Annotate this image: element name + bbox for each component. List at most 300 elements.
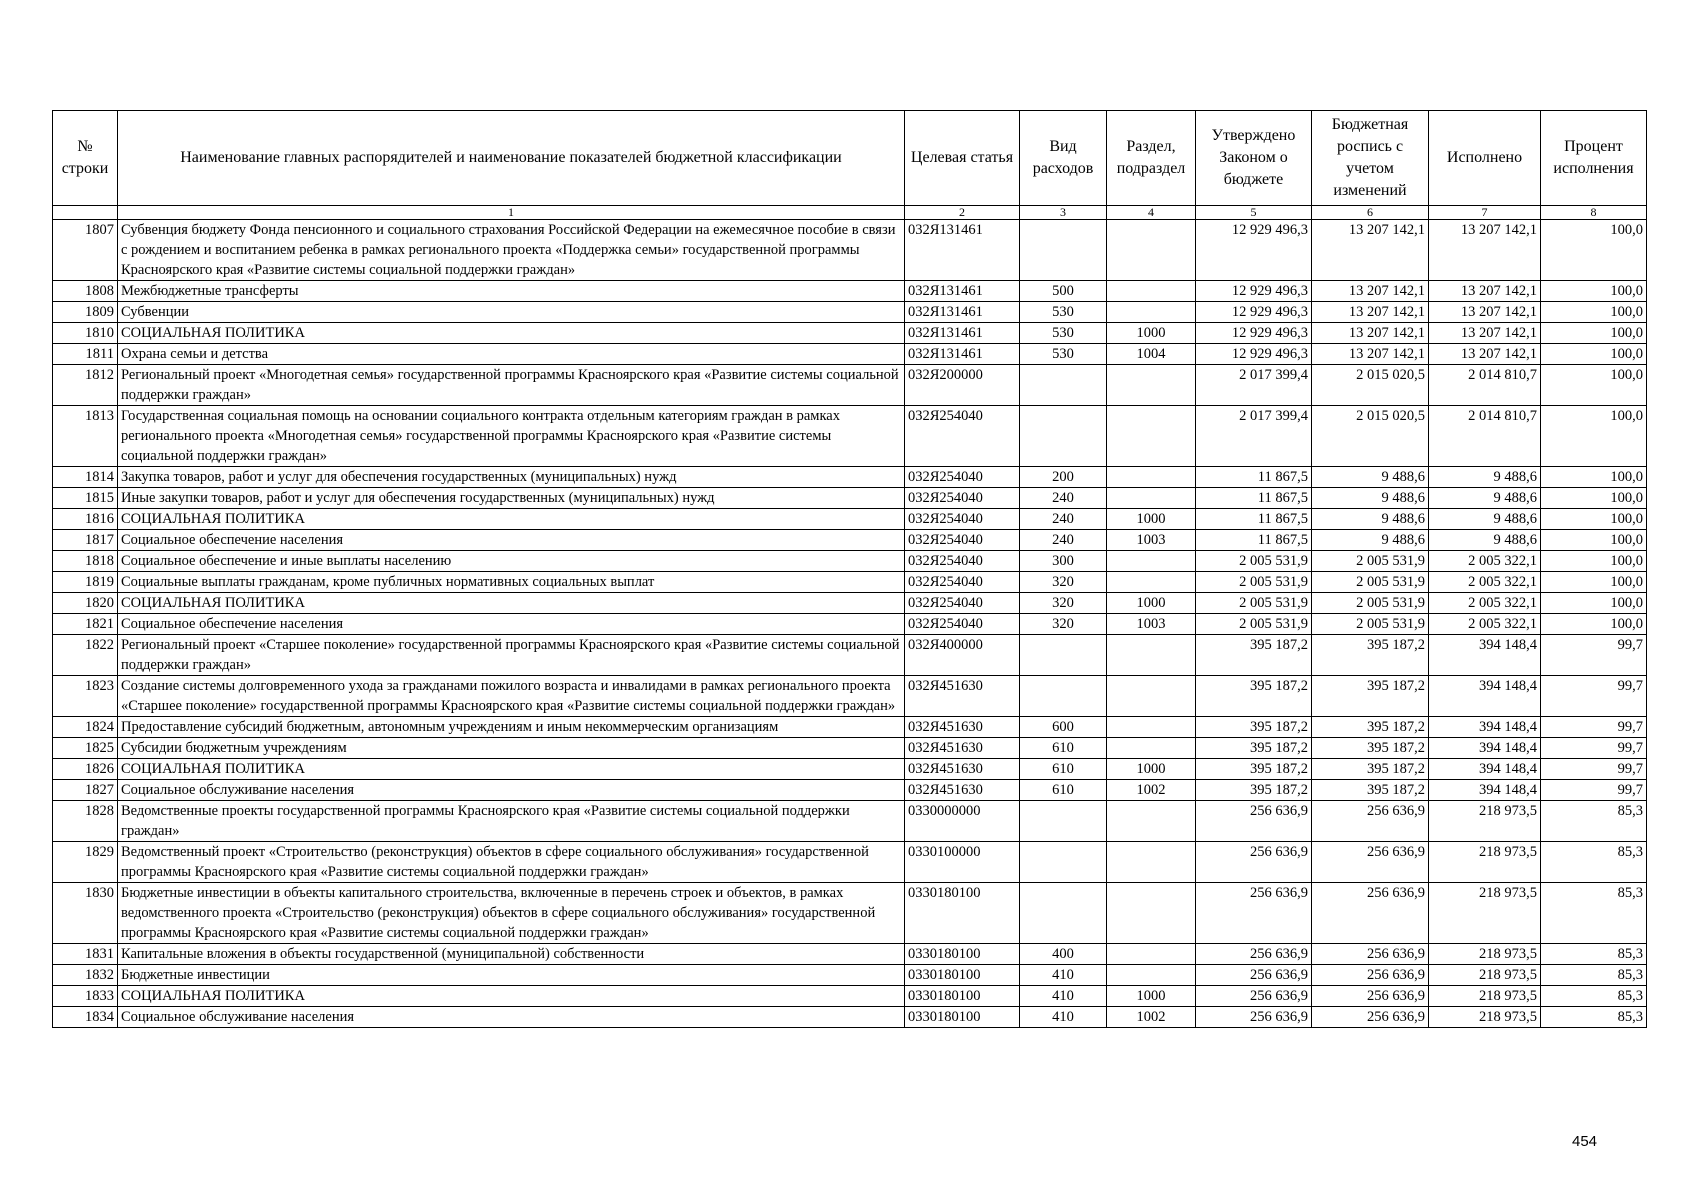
row-expense-type-cell: 530: [1020, 302, 1107, 323]
row-target-article-cell: 032Я451630: [905, 676, 1020, 717]
row-name-cell: СОЦИАЛЬНАЯ ПОЛИТИКА: [118, 759, 905, 780]
row-percent-cell: 100,0: [1541, 344, 1647, 365]
row-section-cell: [1107, 801, 1196, 842]
row-budget-list-cell: 395 187,2: [1312, 759, 1429, 780]
table-row: [53, 406, 1647, 467]
column-number: 2: [905, 206, 1020, 220]
row-budget-list-cell: 13 207 142,1: [1312, 344, 1429, 365]
row-expense-type-cell: 610: [1020, 759, 1107, 780]
row-percent-cell: 100,0: [1541, 302, 1647, 323]
row-target-article-cell: 0330000000: [905, 801, 1020, 842]
table-row: [53, 467, 1647, 488]
row-target-article-cell: 032Я254040: [905, 467, 1020, 488]
row-percent-cell: 100,0: [1541, 323, 1647, 344]
row-section-cell: [1107, 467, 1196, 488]
row-name-cell: Создание системы долговременного ухода за гражданами пожилого возраста и инвалидами в рамках регионального проекта «Старшее поколение» государственной программы Красноярского края «Развитие системы социальной поддержки граждан»: [118, 676, 905, 717]
row-number-cell: 1831: [53, 944, 118, 965]
column-number: 6: [1312, 206, 1429, 220]
row-number-cell: 1830: [53, 883, 118, 944]
row-expense-type-cell: 300: [1020, 551, 1107, 572]
column-number: 5: [1196, 206, 1312, 220]
row-approved-cell: 2 017 399,4: [1196, 406, 1312, 467]
table-row: [53, 593, 1647, 614]
header-expense-type: Вид расходов: [1020, 111, 1107, 206]
row-section-cell: 1003: [1107, 614, 1196, 635]
row-target-article-cell: 032Я451630: [905, 780, 1020, 801]
header-row: [53, 111, 1647, 206]
row-name-cell: Государственная социальная помощь на основании социального контракта отдельным категориям граждан в рамках регионального проекта «Многодетная семья» государственной программы Красноярского края «Развитие системы социальной поддержки граждан»: [118, 406, 905, 467]
row-target-article-cell: 032Я254040: [905, 406, 1020, 467]
row-approved-cell: 2 005 531,9: [1196, 593, 1312, 614]
row-percent-cell: 100,0: [1541, 220, 1647, 281]
table-row: [53, 965, 1647, 986]
row-executed-cell: 394 148,4: [1429, 676, 1541, 717]
table-row: [53, 323, 1647, 344]
row-target-article-cell: 0330180100: [905, 883, 1020, 944]
row-approved-cell: 395 187,2: [1196, 717, 1312, 738]
row-executed-cell: 2 005 322,1: [1429, 593, 1541, 614]
row-name-cell: Ведомственные проекты государственной программы Красноярского края «Развитие системы социальной поддержки граждан»: [118, 801, 905, 842]
row-budget-list-cell: 395 187,2: [1312, 780, 1429, 801]
row-section-cell: [1107, 572, 1196, 593]
row-executed-cell: 218 973,5: [1429, 1007, 1541, 1028]
row-target-article-cell: 032Я254040: [905, 488, 1020, 509]
row-number-cell: 1828: [53, 801, 118, 842]
row-percent-cell: 85,3: [1541, 944, 1647, 965]
row-target-article-cell: 0330180100: [905, 986, 1020, 1007]
row-name-cell: Региональный проект «Многодетная семья» государственной программы Красноярского края «Развитие системы социальной поддержки граждан»: [118, 365, 905, 406]
table-row: [53, 780, 1647, 801]
row-expense-type-cell: [1020, 883, 1107, 944]
row-approved-cell: 2 005 531,9: [1196, 614, 1312, 635]
row-target-article-cell: 032Я131461: [905, 220, 1020, 281]
row-approved-cell: 12 929 496,3: [1196, 220, 1312, 281]
table-row: [53, 801, 1647, 842]
row-executed-cell: 2 014 810,7: [1429, 406, 1541, 467]
header-percent: Процент исполнения: [1541, 111, 1647, 206]
row-number-cell: 1819: [53, 572, 118, 593]
row-approved-cell: 256 636,9: [1196, 1007, 1312, 1028]
row-target-article-cell: 032Я254040: [905, 572, 1020, 593]
row-executed-cell: 218 973,5: [1429, 883, 1541, 944]
row-section-cell: 1003: [1107, 530, 1196, 551]
row-budget-list-cell: 395 187,2: [1312, 738, 1429, 759]
row-section-cell: 1000: [1107, 986, 1196, 1007]
row-approved-cell: 395 187,2: [1196, 635, 1312, 676]
row-name-cell: Охрана семьи и детства: [118, 344, 905, 365]
row-expense-type-cell: 320: [1020, 572, 1107, 593]
row-number-cell: 1809: [53, 302, 118, 323]
row-number-cell: 1824: [53, 717, 118, 738]
row-target-article-cell: 032Я400000: [905, 635, 1020, 676]
row-percent-cell: 85,3: [1541, 986, 1647, 1007]
row-executed-cell: 394 148,4: [1429, 780, 1541, 801]
row-executed-cell: 2 005 322,1: [1429, 572, 1541, 593]
row-number-cell: 1822: [53, 635, 118, 676]
row-number-cell: 1811: [53, 344, 118, 365]
row-budget-list-cell: 2 005 531,9: [1312, 551, 1429, 572]
row-section-cell: [1107, 738, 1196, 759]
row-budget-list-cell: 256 636,9: [1312, 883, 1429, 944]
row-approved-cell: 11 867,5: [1196, 467, 1312, 488]
row-number-cell: 1814: [53, 467, 118, 488]
row-expense-type-cell: 600: [1020, 717, 1107, 738]
column-number: 8: [1541, 206, 1647, 220]
column-number: 7: [1429, 206, 1541, 220]
row-approved-cell: 11 867,5: [1196, 509, 1312, 530]
row-budget-list-cell: 256 636,9: [1312, 986, 1429, 1007]
row-name-cell: Предоставление субсидий бюджетным, автономным учреждениям и иным некоммерческим организациям: [118, 717, 905, 738]
row-percent-cell: 100,0: [1541, 406, 1647, 467]
row-section-cell: [1107, 717, 1196, 738]
row-percent-cell: 99,7: [1541, 780, 1647, 801]
row-section-cell: [1107, 635, 1196, 676]
row-executed-cell: 218 973,5: [1429, 986, 1541, 1007]
row-number-cell: 1817: [53, 530, 118, 551]
row-executed-cell: 394 148,4: [1429, 635, 1541, 676]
row-percent-cell: 100,0: [1541, 572, 1647, 593]
row-section-cell: 1002: [1107, 1007, 1196, 1028]
row-target-article-cell: 032Я254040: [905, 551, 1020, 572]
row-budget-list-cell: 9 488,6: [1312, 530, 1429, 551]
row-number-cell: 1823: [53, 676, 118, 717]
row-name-cell: Социальные выплаты гражданам, кроме публичных нормативных социальных выплат: [118, 572, 905, 593]
row-approved-cell: 12 929 496,3: [1196, 323, 1312, 344]
row-expense-type-cell: 410: [1020, 965, 1107, 986]
row-expense-type-cell: 410: [1020, 986, 1107, 1007]
row-name-cell: Региональный проект «Старшее поколение» государственной программы Красноярского края «Развитие системы социальной поддержки граждан»: [118, 635, 905, 676]
row-approved-cell: 2 005 531,9: [1196, 572, 1312, 593]
table-row: [53, 509, 1647, 530]
row-name-cell: Бюджетные инвестиции: [118, 965, 905, 986]
row-expense-type-cell: 610: [1020, 738, 1107, 759]
row-percent-cell: 100,0: [1541, 593, 1647, 614]
row-percent-cell: 100,0: [1541, 551, 1647, 572]
row-percent-cell: 100,0: [1541, 488, 1647, 509]
row-target-article-cell: 032Я254040: [905, 509, 1020, 530]
row-approved-cell: 12 929 496,3: [1196, 302, 1312, 323]
row-executed-cell: 9 488,6: [1429, 467, 1541, 488]
row-name-cell: Социальное обслуживание населения: [118, 780, 905, 801]
row-name-cell: Бюджетные инвестиции в объекты капитального строительства, включенные в перечень строек и объектов, в рамках ведомственного проекта «Строительство (реконструкция) объектов в сфере социального обслуживания» государственной программы Красноярского края «Развитие системы социальной поддержки граждан»: [118, 883, 905, 944]
table-row: [53, 883, 1647, 944]
row-number-cell: 1832: [53, 965, 118, 986]
row-name-cell: Субсидии бюджетным учреждениям: [118, 738, 905, 759]
row-budget-list-cell: 13 207 142,1: [1312, 220, 1429, 281]
row-number-cell: 1827: [53, 780, 118, 801]
row-percent-cell: 85,3: [1541, 1007, 1647, 1028]
table-row: [53, 365, 1647, 406]
row-executed-cell: 218 973,5: [1429, 944, 1541, 965]
row-expense-type-cell: [1020, 406, 1107, 467]
row-name-cell: Закупка товаров, работ и услуг для обеспечения государственных (муниципальных) нужд: [118, 467, 905, 488]
row-budget-list-cell: 9 488,6: [1312, 509, 1429, 530]
row-executed-cell: 13 207 142,1: [1429, 220, 1541, 281]
row-number-cell: 1826: [53, 759, 118, 780]
row-approved-cell: 11 867,5: [1196, 530, 1312, 551]
row-executed-cell: 218 973,5: [1429, 965, 1541, 986]
table-row: [53, 759, 1647, 780]
row-number-cell: 1820: [53, 593, 118, 614]
table-row: [53, 738, 1647, 759]
row-executed-cell: 13 207 142,1: [1429, 323, 1541, 344]
row-number-cell: 1810: [53, 323, 118, 344]
row-target-article-cell: 0330180100: [905, 965, 1020, 986]
header-name: Наименование главных распорядителей и наименование показателей бюджетной классификации: [118, 111, 905, 206]
table-row: [53, 635, 1647, 676]
row-section-cell: [1107, 965, 1196, 986]
table-row: [53, 572, 1647, 593]
row-expense-type-cell: 240: [1020, 488, 1107, 509]
table-row: [53, 220, 1647, 281]
header-section: Раздел, подраздел: [1107, 111, 1196, 206]
row-percent-cell: 99,7: [1541, 635, 1647, 676]
row-approved-cell: 2 005 531,9: [1196, 551, 1312, 572]
row-percent-cell: 100,0: [1541, 365, 1647, 406]
table-row: [53, 530, 1647, 551]
row-section-cell: 1000: [1107, 759, 1196, 780]
row-section-cell: 1000: [1107, 323, 1196, 344]
row-section-cell: [1107, 406, 1196, 467]
row-section-cell: [1107, 220, 1196, 281]
row-budget-list-cell: 256 636,9: [1312, 842, 1429, 883]
row-name-cell: СОЦИАЛЬНАЯ ПОЛИТИКА: [118, 323, 905, 344]
row-target-article-cell: 032Я254040: [905, 614, 1020, 635]
table-row: [53, 302, 1647, 323]
row-budget-list-cell: 9 488,6: [1312, 467, 1429, 488]
table-body: [53, 220, 1647, 1028]
row-approved-cell: 395 187,2: [1196, 780, 1312, 801]
row-budget-list-cell: 395 187,2: [1312, 635, 1429, 676]
row-approved-cell: 256 636,9: [1196, 944, 1312, 965]
column-number-blank: [53, 206, 118, 220]
row-executed-cell: 13 207 142,1: [1429, 344, 1541, 365]
row-percent-cell: 99,7: [1541, 676, 1647, 717]
row-target-article-cell: 032Я200000: [905, 365, 1020, 406]
row-number-cell: 1808: [53, 281, 118, 302]
row-percent-cell: 85,3: [1541, 842, 1647, 883]
row-budget-list-cell: 9 488,6: [1312, 488, 1429, 509]
header-budget-list: Бюджетная роспись с учетом изменений: [1312, 111, 1429, 206]
row-executed-cell: 394 148,4: [1429, 738, 1541, 759]
row-target-article-cell: 0330180100: [905, 944, 1020, 965]
row-target-article-cell: 032Я254040: [905, 530, 1020, 551]
row-expense-type-cell: 400: [1020, 944, 1107, 965]
row-expense-type-cell: 240: [1020, 530, 1107, 551]
table-row: [53, 344, 1647, 365]
row-expense-type-cell: 240: [1020, 509, 1107, 530]
table-row: [53, 986, 1647, 1007]
table-row: [53, 842, 1647, 883]
row-executed-cell: 2 005 322,1: [1429, 614, 1541, 635]
table-row: [53, 676, 1647, 717]
row-number-cell: 1818: [53, 551, 118, 572]
row-budget-list-cell: 13 207 142,1: [1312, 302, 1429, 323]
table-row: [53, 614, 1647, 635]
column-number: 1: [118, 206, 905, 220]
table-row: [53, 551, 1647, 572]
row-number-cell: 1821: [53, 614, 118, 635]
row-target-article-cell: 032Я131461: [905, 344, 1020, 365]
row-budget-list-cell: 256 636,9: [1312, 1007, 1429, 1028]
row-expense-type-cell: 530: [1020, 323, 1107, 344]
row-percent-cell: 100,0: [1541, 614, 1647, 635]
row-approved-cell: 395 187,2: [1196, 676, 1312, 717]
row-number-cell: 1815: [53, 488, 118, 509]
row-name-cell: Социальное обслуживание населения: [118, 1007, 905, 1028]
row-number-cell: 1829: [53, 842, 118, 883]
table-row: [53, 717, 1647, 738]
row-expense-type-cell: [1020, 801, 1107, 842]
row-section-cell: [1107, 944, 1196, 965]
row-budget-list-cell: 2 005 531,9: [1312, 593, 1429, 614]
row-budget-list-cell: 395 187,2: [1312, 676, 1429, 717]
header-target-article: Целевая статья: [905, 111, 1020, 206]
row-section-cell: 1002: [1107, 780, 1196, 801]
row-executed-cell: 394 148,4: [1429, 759, 1541, 780]
row-name-cell: Субвенции: [118, 302, 905, 323]
header-approved: Утверждено Законом о бюджете: [1196, 111, 1312, 206]
row-percent-cell: 99,7: [1541, 738, 1647, 759]
row-expense-type-cell: 320: [1020, 593, 1107, 614]
row-approved-cell: 256 636,9: [1196, 883, 1312, 944]
row-percent-cell: 100,0: [1541, 509, 1647, 530]
row-name-cell: Ведомственный проект «Строительство (реконструкция) объектов в сфере социального обслуживания» государственной программы Красноярского края «Развитие системы социальной поддержки граждан»: [118, 842, 905, 883]
table-row: [53, 281, 1647, 302]
row-executed-cell: 9 488,6: [1429, 530, 1541, 551]
row-approved-cell: 395 187,2: [1196, 759, 1312, 780]
row-target-article-cell: 032Я451630: [905, 738, 1020, 759]
row-name-cell: Капитальные вложения в объекты государственной (муниципальной) собственности: [118, 944, 905, 965]
budget-report-sheet: [52, 110, 1646, 1028]
row-name-cell: СОЦИАЛЬНАЯ ПОЛИТИКА: [118, 593, 905, 614]
row-approved-cell: 256 636,9: [1196, 801, 1312, 842]
row-expense-type-cell: 200: [1020, 467, 1107, 488]
row-approved-cell: 12 929 496,3: [1196, 281, 1312, 302]
column-number: 3: [1020, 206, 1107, 220]
row-approved-cell: 256 636,9: [1196, 965, 1312, 986]
row-name-cell: Субвенция бюджету Фонда пенсионного и социального страхования Российской Федерации на ежемесячное пособие в связи с рождением и воспитанием ребенка в рамках регионального проекта «Поддержка семьи» государственной программы Красноярского края «Развитие системы социальной поддержки граждан»: [118, 220, 905, 281]
column-number: 4: [1107, 206, 1196, 220]
row-expense-type-cell: [1020, 842, 1107, 883]
row-name-cell: Межбюджетные трансферты: [118, 281, 905, 302]
header-executed: Исполнено: [1429, 111, 1541, 206]
row-number-cell: 1807: [53, 220, 118, 281]
row-executed-cell: 9 488,6: [1429, 509, 1541, 530]
row-number-cell: 1834: [53, 1007, 118, 1028]
row-target-article-cell: 032Я131461: [905, 323, 1020, 344]
row-budget-list-cell: 256 636,9: [1312, 801, 1429, 842]
row-approved-cell: 11 867,5: [1196, 488, 1312, 509]
row-number-cell: 1833: [53, 986, 118, 1007]
row-budget-list-cell: 2 015 020,5: [1312, 406, 1429, 467]
row-name-cell: СОЦИАЛЬНАЯ ПОЛИТИКА: [118, 509, 905, 530]
row-executed-cell: 13 207 142,1: [1429, 302, 1541, 323]
page-number: 454: [1572, 1133, 1598, 1150]
row-number-cell: 1812: [53, 365, 118, 406]
row-budget-list-cell: 256 636,9: [1312, 965, 1429, 986]
row-approved-cell: 256 636,9: [1196, 986, 1312, 1007]
row-expense-type-cell: 530: [1020, 344, 1107, 365]
row-section-cell: [1107, 302, 1196, 323]
row-target-article-cell: 032Я254040: [905, 593, 1020, 614]
row-budget-list-cell: 13 207 142,1: [1312, 281, 1429, 302]
row-section-cell: 1000: [1107, 593, 1196, 614]
row-executed-cell: 394 148,4: [1429, 717, 1541, 738]
row-number-cell: 1813: [53, 406, 118, 467]
row-target-article-cell: 0330180100: [905, 1007, 1020, 1028]
table-row: [53, 944, 1647, 965]
row-approved-cell: 12 929 496,3: [1196, 344, 1312, 365]
row-name-cell: Социальное обеспечение и иные выплаты населению: [118, 551, 905, 572]
row-executed-cell: 2 005 322,1: [1429, 551, 1541, 572]
row-section-cell: [1107, 842, 1196, 883]
row-budget-list-cell: 2 005 531,9: [1312, 614, 1429, 635]
row-expense-type-cell: [1020, 676, 1107, 717]
row-budget-list-cell: 256 636,9: [1312, 944, 1429, 965]
row-approved-cell: 2 017 399,4: [1196, 365, 1312, 406]
row-expense-type-cell: [1020, 220, 1107, 281]
row-percent-cell: 100,0: [1541, 281, 1647, 302]
row-number-cell: 1816: [53, 509, 118, 530]
row-percent-cell: 85,3: [1541, 883, 1647, 944]
row-section-cell: [1107, 883, 1196, 944]
row-section-cell: [1107, 488, 1196, 509]
row-name-cell: СОЦИАЛЬНАЯ ПОЛИТИКА: [118, 986, 905, 1007]
row-approved-cell: 395 187,2: [1196, 738, 1312, 759]
budget-execution-table: [52, 110, 1647, 1028]
row-target-article-cell: 032Я131461: [905, 302, 1020, 323]
row-target-article-cell: 0330100000: [905, 842, 1020, 883]
row-percent-cell: 100,0: [1541, 530, 1647, 551]
row-budget-list-cell: 2 015 020,5: [1312, 365, 1429, 406]
row-expense-type-cell: 500: [1020, 281, 1107, 302]
row-section-cell: 1004: [1107, 344, 1196, 365]
row-expense-type-cell: 610: [1020, 780, 1107, 801]
row-section-cell: [1107, 551, 1196, 572]
row-target-article-cell: 032Я451630: [905, 759, 1020, 780]
row-percent-cell: 100,0: [1541, 467, 1647, 488]
row-expense-type-cell: [1020, 635, 1107, 676]
table-row: [53, 1007, 1647, 1028]
row-budget-list-cell: 2 005 531,9: [1312, 572, 1429, 593]
column-number-row: [53, 206, 1647, 220]
row-expense-type-cell: 410: [1020, 1007, 1107, 1028]
row-number-cell: 1825: [53, 738, 118, 759]
row-percent-cell: 99,7: [1541, 717, 1647, 738]
row-executed-cell: 2 014 810,7: [1429, 365, 1541, 406]
row-executed-cell: 13 207 142,1: [1429, 281, 1541, 302]
row-target-article-cell: 032Я451630: [905, 717, 1020, 738]
row-budget-list-cell: 395 187,2: [1312, 717, 1429, 738]
row-executed-cell: 218 973,5: [1429, 801, 1541, 842]
row-section-cell: [1107, 281, 1196, 302]
row-percent-cell: 99,7: [1541, 759, 1647, 780]
row-approved-cell: 256 636,9: [1196, 842, 1312, 883]
row-name-cell: Социальное обеспечение населения: [118, 530, 905, 551]
header-row-no: № строки: [53, 111, 118, 206]
row-name-cell: Иные закупки товаров, работ и услуг для обеспечения государственных (муниципальных) нужд: [118, 488, 905, 509]
row-percent-cell: 85,3: [1541, 801, 1647, 842]
row-budget-list-cell: 13 207 142,1: [1312, 323, 1429, 344]
row-section-cell: [1107, 676, 1196, 717]
row-name-cell: Социальное обеспечение населения: [118, 614, 905, 635]
table-row: [53, 488, 1647, 509]
row-executed-cell: 9 488,6: [1429, 488, 1541, 509]
row-section-cell: [1107, 365, 1196, 406]
row-executed-cell: 218 973,5: [1429, 842, 1541, 883]
row-target-article-cell: 032Я131461: [905, 281, 1020, 302]
